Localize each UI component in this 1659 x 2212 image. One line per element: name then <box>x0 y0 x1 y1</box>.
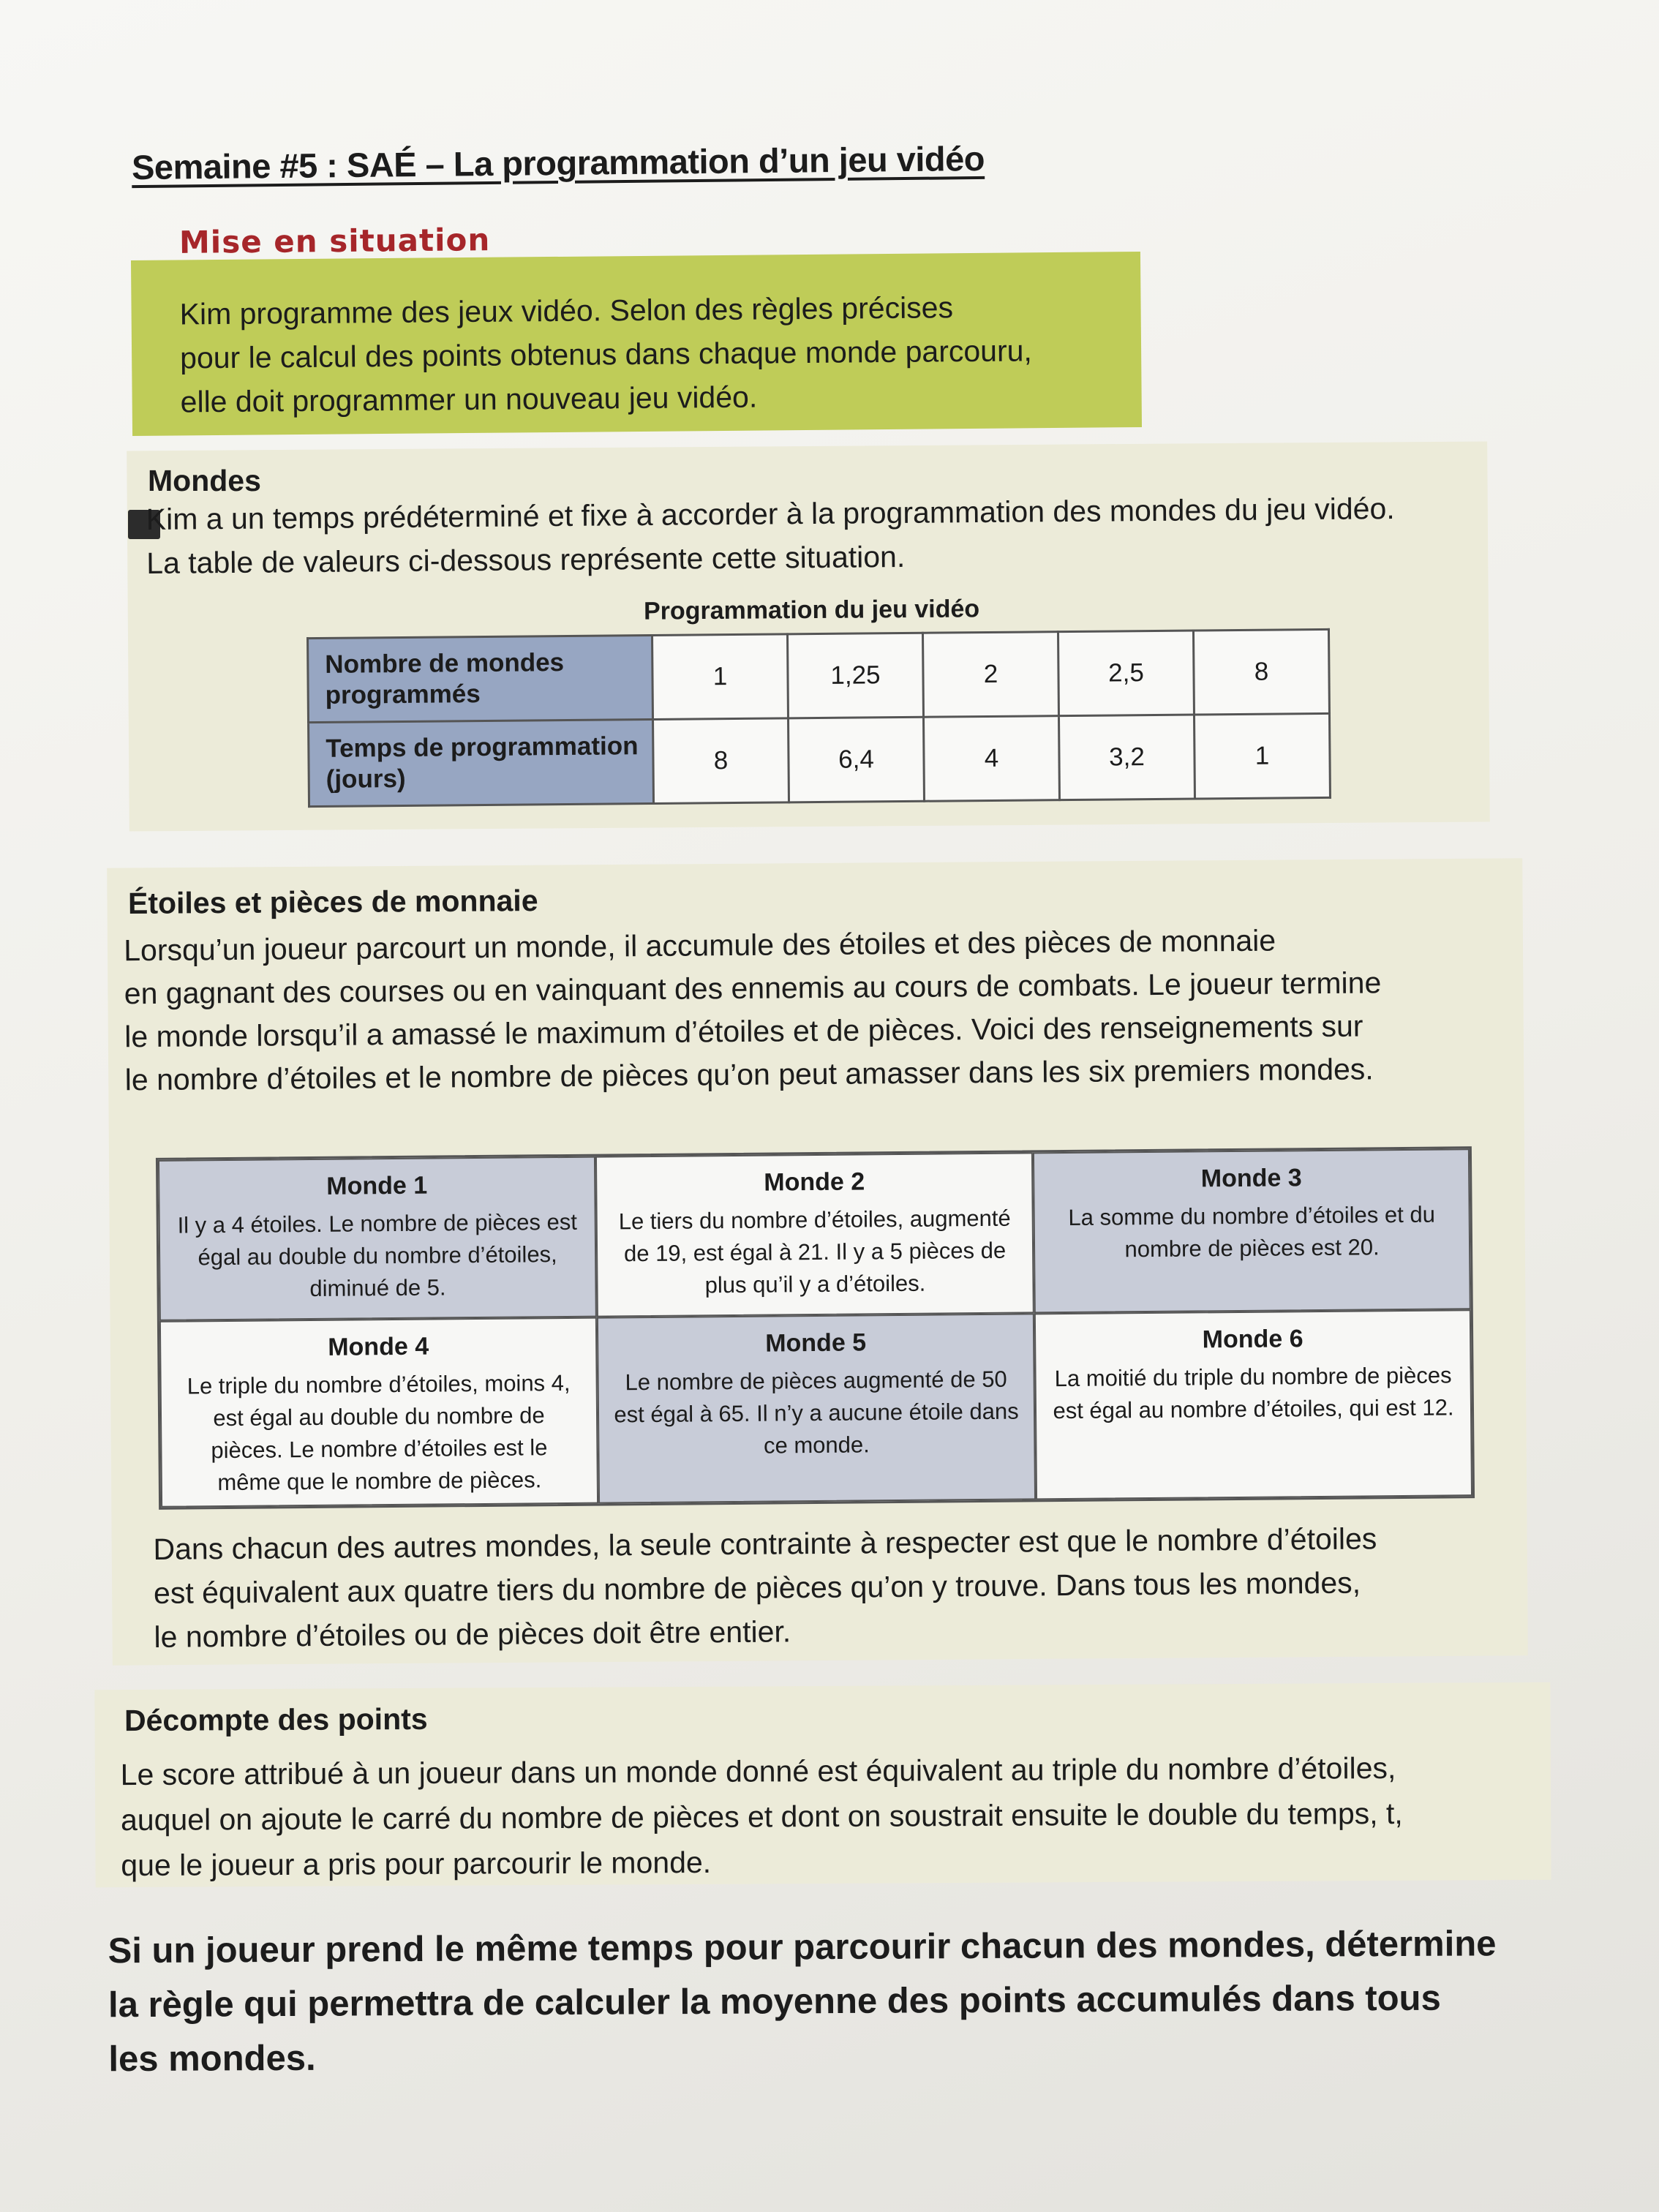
table-cell: 6,4 <box>789 717 925 802</box>
text-line: pour le calcul des points obtenus dans chaque monde parcouru, <box>179 334 1033 375</box>
world-title: Monde 3 <box>1200 1164 1302 1193</box>
text-line: le monde lorsqu’il a amassé le maximum d’étoiles et de pièces. Voici des renseignements sur <box>124 1009 1363 1054</box>
text-line: Dans chacun des autres mondes, la seule contrainte à respecter est que le nombre d’étoiles <box>153 1521 1377 1566</box>
text-line: que le joueur a pris pour parcourir le monde. <box>121 1845 712 1883</box>
text-line: Si un joueur prend le même temps pour parcourir chacun des mondes, détermine <box>108 1924 1497 1971</box>
world-title: Monde 1 <box>326 1171 428 1200</box>
world-cell <box>159 1317 598 1508</box>
text-line: la règle qui permettra de calculer la moyenne des points accumulés dans tous <box>108 1978 1441 2025</box>
question-text <box>108 1916 1571 2086</box>
world-text: Il y a 4 étoiles. Le nombre de pièces est égal au double du nombre d’étoiles, diminué de 5. <box>177 1208 577 1302</box>
text-line: est équivalent aux quatre tiers du nombre de pièces qu’on y trouve. Dans tous les mondes, <box>153 1565 1361 1610</box>
etoiles-heading: Étoiles et pièces de monnaie <box>127 884 538 920</box>
text-line: auquel on ajoute le carré du nombre de pièces et dont on soustrait ensuite le double du temps, t, <box>120 1796 1403 1837</box>
world-title: Monde 4 <box>328 1332 429 1361</box>
table-cell: 2,5 <box>1058 631 1194 716</box>
row-header: Temps de programmation (jours) <box>309 719 654 806</box>
mondes-paragraph <box>146 486 1478 585</box>
table-cell: 8 <box>653 718 789 804</box>
world-title: Monde 5 <box>765 1328 867 1358</box>
world-text: Le tiers du nombre d’étoiles, augmenté de 19, est égal à 21. Il y a 5 pièces de plus qu’il y a d’étoiles. <box>618 1205 1011 1298</box>
world-text: La somme du nombre d’étoiles et du nombre de pièces est 20. <box>1068 1201 1436 1263</box>
etoiles-paragraph <box>124 917 1515 1102</box>
table-cell: 8 <box>1193 629 1329 715</box>
table-cell: 2 <box>922 632 1058 718</box>
table-cell: 1,25 <box>787 633 923 718</box>
text-line: les mondes. <box>108 2038 316 2080</box>
row-header: Nombre de mondes programmés <box>308 635 653 722</box>
table-cell: 4 <box>923 716 1059 802</box>
text-line: Kim a un temps prédéterminé et fixe à accorder à la programmation des mondes du jeu vidéo. <box>146 492 1395 536</box>
text-line: le nombre d’étoiles et le nombre de pièces qu’on peut amasser dans les six premiers mondes. <box>124 1052 1374 1097</box>
table-cell: 3,2 <box>1058 715 1195 800</box>
mise-en-situation-box <box>131 252 1142 436</box>
mise-en-situation-text <box>179 284 1132 424</box>
table-caption: Programmation du jeu vidéo <box>643 595 980 625</box>
mondes-heading: Mondes <box>148 464 261 497</box>
text-line: Kim programme des jeux vidéo. Selon des règles précises <box>179 290 954 331</box>
world-title: Monde 2 <box>764 1167 865 1197</box>
text-line: en gagnant des courses ou en vainquant des ennemis au cours de combats. Le joueur termine <box>124 966 1382 1011</box>
world-cell <box>597 1313 1036 1503</box>
world-cell <box>1033 1148 1471 1313</box>
world-cell <box>595 1152 1034 1317</box>
mise-en-situation-label: Mise en situation <box>178 222 491 260</box>
world-cell <box>1034 1309 1472 1500</box>
worlds-grid <box>156 1146 1475 1510</box>
table-row <box>308 629 1330 722</box>
world-text: Le nombre de pièces augmenté de 50 est égal à 65. Il n’y a aucune étoile dans ce monde. <box>614 1366 1019 1459</box>
world-cell <box>158 1156 597 1321</box>
world-title: Monde 6 <box>1202 1325 1304 1354</box>
page-title: Semaine #5 : SAÉ – La programmation d’un jeu vidéo <box>131 138 985 187</box>
points-heading: Décompte des points <box>124 1701 428 1738</box>
text-line: Lorsqu’un joueur parcourt un monde, il accumule des étoiles et des pièces de monnaie <box>124 923 1276 968</box>
text-line: La table de valeurs ci-dessous représente cette situation. <box>146 539 906 580</box>
text-line: elle doit programmer un nouveau jeu vidéo. <box>180 380 758 419</box>
table-row <box>309 713 1331 806</box>
world-text: Le triple du nombre d’étoiles, moins 4, est égal au double du nombre de pièces. Le nombre d’étoiles est le même que le nombre de pièces. <box>187 1369 571 1496</box>
values-table <box>306 628 1331 808</box>
world-text: La moitié du triple du nombre de pièces est égal au nombre d’étoiles, qui est 12. <box>1053 1362 1454 1424</box>
autres-mondes-paragraph <box>153 1516 1486 1659</box>
table-cell: 1 <box>652 634 789 720</box>
points-paragraph <box>121 1745 1555 1888</box>
table-cell: 1 <box>1194 713 1330 799</box>
text-line: le nombre d’étoiles ou de pièces doit être entier. <box>154 1614 791 1654</box>
text-line: Le score attribué à un joueur dans un monde donné est équivalent au triple du nombre d’étoiles, <box>120 1751 1396 1792</box>
